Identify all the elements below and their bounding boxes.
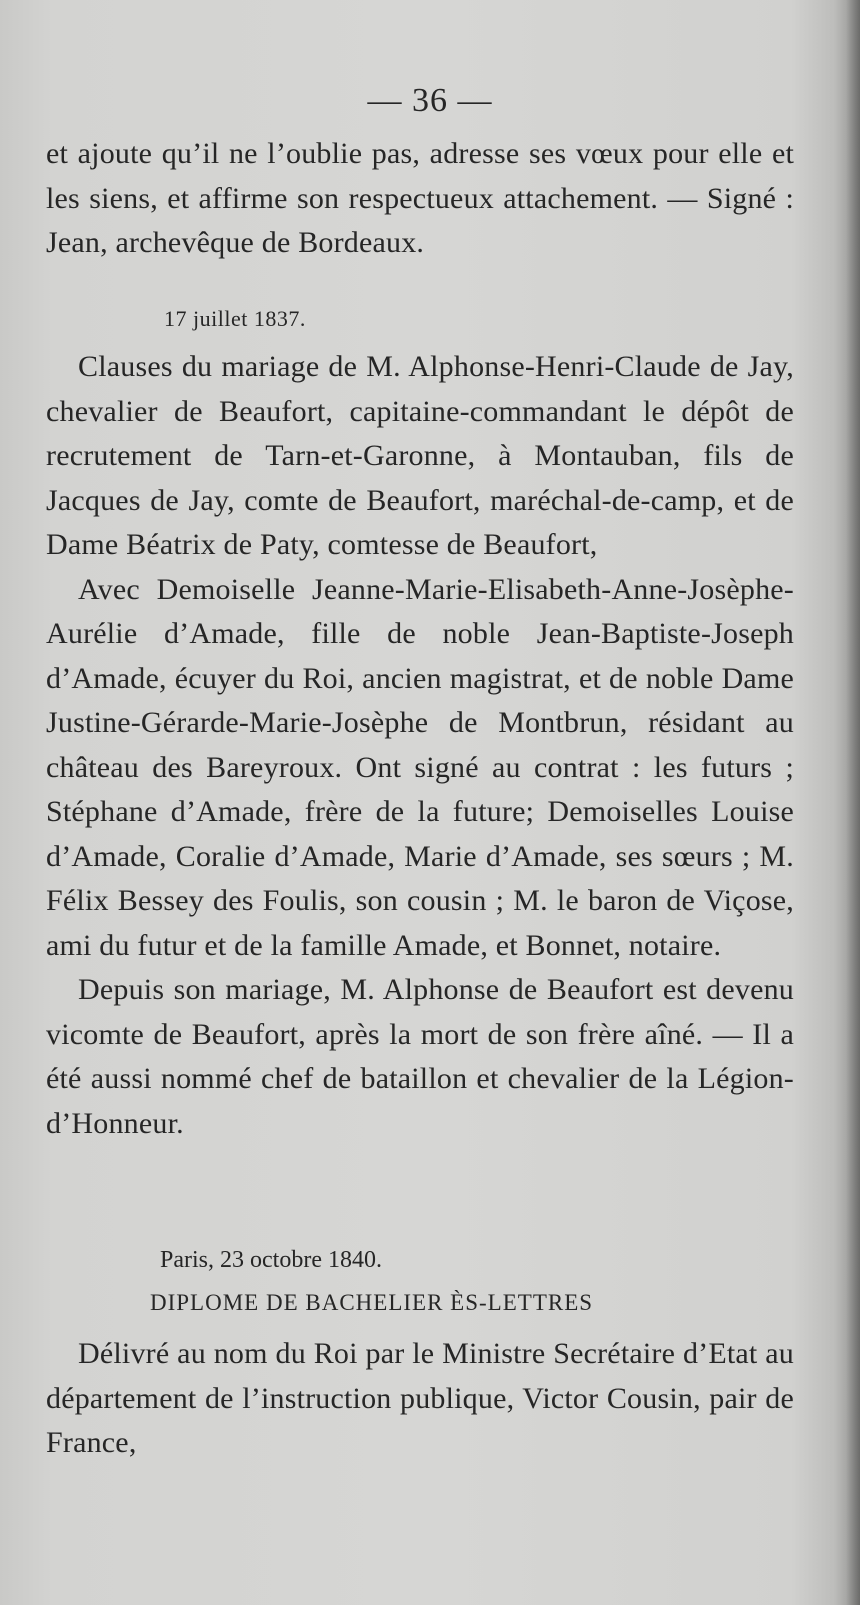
paragraph-text: Avec Demoiselle Jeanne-Marie-Elisabeth-Anne-Josèphe-Aurélie d’Amade, fille de noble Jean-Baptiste-Joseph d’Amade, écuyer du Roi, ancien magistrat, et de noble Dame Justine-Gérarde-Marie-Josèphe de Montbrun, résidant au château des Bareyroux. Ont signé au contrat : les futurs ; Stéphane d’Amade, frère de la future; Demoiselles Louise d’Amade, Coralie d’Amade, Marie d’Amade, ses sœurs ; M. Félix Bessey des Foulis, son cousin ; M. le baron de Viçose, ami du futur et de la famille Amade, et Bonnet, notaire. <box>46 572 794 962</box>
diploma-section <box>46 1332 794 1466</box>
dateline: Paris, 23 octobre 1840. <box>160 1247 382 1273</box>
paragraph-text: Depuis son mariage, M. Alphonse de Beaufort est devenu vicomte de Beaufort, après la mort de son frère aîné. — Il a été aussi nommé chef de bataillon et chevalier de la Légion-d’Honneur. <box>46 973 794 1140</box>
page-edge-shadow <box>846 0 860 1605</box>
paragraph-continuation <box>46 132 794 266</box>
entry-date: 17 juillet 1837. <box>164 306 306 331</box>
paragraph-text: et ajoute qu’il ne l’oublie pas, adresse ses vœux pour elle et les siens, et affirme son respectueux attachement. — Signé : Jean, archevêque de Bordeaux. <box>46 137 794 259</box>
paragraph-text: Délivré au nom du Roi par le Ministre Secrétaire d’Etat au département de l’instruction publique, Victor Cousin, pair de France, <box>46 1337 794 1459</box>
page-number: — 36 — <box>367 82 493 119</box>
section-heading: DIPLOME DE BACHELIER ÈS-LETTRES <box>150 1290 594 1315</box>
paragraph-text: Clauses du mariage de M. Alphonse-Henri-Claude de Jay, chevalier de Beaufort, capitaine-commandant le dépôt de recrutement de Tarn-et-Garonne, à Montauban, fils de Jacques de Jay, comte de Beaufort, maréchal-de-camp, et de Dame Béatrix de Paty, comtesse de Beaufort, <box>46 350 794 561</box>
marriage-clauses-section <box>46 345 794 1146</box>
